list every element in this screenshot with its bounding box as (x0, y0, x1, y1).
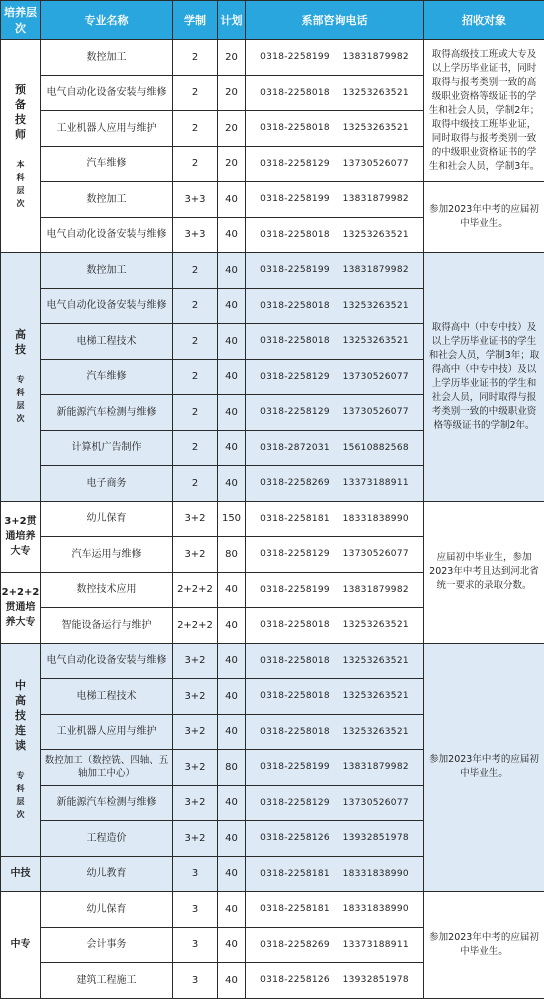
duration-cell: 3+2 (173, 679, 218, 715)
level-name: 3+2贯通培养大专 (4, 514, 38, 559)
major-cell: 汽车运用与维修 (41, 537, 173, 573)
major-cell: 数控加工 (41, 40, 173, 76)
header-target: 招收对象 (424, 1, 544, 40)
duration-cell: 2 (173, 288, 218, 324)
phone-cell: 0318-2872031 15610882568 (246, 430, 424, 466)
duration-cell: 2 (173, 324, 218, 360)
duration-cell: 3+2 (173, 501, 218, 537)
phone-cell: 0318-2258181 18331838990 (246, 892, 424, 928)
level-sub: 本科层次 (14, 158, 28, 210)
header-major: 专业名称 (41, 1, 173, 40)
phone-cell: 0318-2258181 18331838990 (246, 856, 424, 892)
phone-cell: 0318-2258129 13730526077 (246, 537, 424, 573)
major-cell: 建筑工程施工 (41, 963, 173, 999)
phone-cell: 0318-2258129 13730526077 (246, 146, 424, 182)
phone-cell: 0318-2258018 13253263521 (246, 608, 424, 644)
duration-cell: 3+3 (173, 217, 218, 253)
table-row (1, 253, 544, 289)
major-cell: 会计事务 (41, 927, 173, 963)
plan-cell: 20 (218, 146, 246, 182)
plan-cell: 20 (218, 40, 246, 76)
target-cell: 取得高级技工班或大专及以上学历毕业证书，同时取得与报考类别一致的高级职业资格等级证书的学生和社会人员，学制2年；取得中级技工班毕业证，同时取得与报考类别一致的中级职业资格证书的学生和社会人员，学制3年。 (424, 40, 544, 182)
major-cell: 电气自动化设备安装与维修 (41, 643, 173, 679)
table-row (1, 40, 544, 76)
duration-cell: 3+2 (173, 714, 218, 750)
duration-cell: 3 (173, 927, 218, 963)
plan-cell: 40 (218, 821, 246, 857)
major-cell: 电子商务 (41, 466, 173, 502)
target-cell: 参加2023年中考的应届初中毕业生。 (424, 892, 544, 999)
plan-cell: 40 (218, 253, 246, 289)
plan-cell: 40 (218, 288, 246, 324)
plan-cell: 40 (218, 643, 246, 679)
duration-cell: 2+2+2 (173, 572, 218, 608)
plan-cell: 40 (218, 714, 246, 750)
plan-cell: 40 (218, 430, 246, 466)
phone-cell: 0318-2258199 13831879982 (246, 253, 424, 289)
level-cell-zj: 中技 (1, 856, 41, 892)
plan-cell: 80 (218, 537, 246, 573)
phone-cell: 0318-2258199 13831879982 (246, 40, 424, 76)
phone-cell: 0318-2258018 13253263521 (246, 217, 424, 253)
level-name: 中高技连读 (14, 678, 28, 753)
major-cell: 工业机器人应用与维护 (41, 111, 173, 147)
duration-cell: 3+2 (173, 643, 218, 679)
table-row (1, 892, 544, 928)
table-row (1, 501, 544, 537)
duration-cell: 3 (173, 856, 218, 892)
plan-cell: 40 (218, 466, 246, 502)
phone-cell: 0318-2258126 13932851978 (246, 821, 424, 857)
major-cell: 工程造价 (41, 821, 173, 857)
duration-cell: 2 (173, 359, 218, 395)
major-cell: 新能源汽车检测与维修 (41, 785, 173, 821)
level-name: 预备技师 (14, 82, 28, 142)
target-cell: 参加2023年中考的应届初中毕业生。 (424, 182, 544, 253)
plan-cell: 20 (218, 111, 246, 147)
plan-cell: 40 (218, 927, 246, 963)
phone-cell: 0318-2258018 13253263521 (246, 75, 424, 111)
level-cell-yubei (1, 40, 41, 253)
duration-cell: 2+2+2 (173, 608, 218, 644)
level-name: 高技 (14, 327, 28, 357)
header-phone: 系部咨询电话 (246, 1, 424, 40)
phone-cell: 0318-2258199 13831879982 (246, 182, 424, 218)
duration-cell: 3 (173, 963, 218, 999)
phone-cell: 0318-2258129 13730526077 (246, 359, 424, 395)
plan-cell: 40 (218, 572, 246, 608)
duration-cell: 3+2 (173, 750, 218, 786)
major-cell: 计算机广告制作 (41, 430, 173, 466)
major-cell: 电气自动化设备安装与维修 (41, 288, 173, 324)
plan-cell: 40 (218, 395, 246, 431)
level-cell-zgj (1, 643, 41, 856)
duration-cell: 2 (173, 395, 218, 431)
level-sub: 专科层次 (14, 769, 28, 821)
duration-cell: 2 (173, 75, 218, 111)
duration-cell: 2 (173, 40, 218, 76)
level-cell-3plus2 (1, 501, 41, 572)
plan-cell: 80 (218, 750, 246, 786)
plan-cell: 40 (218, 324, 246, 360)
header-level: 培养层次 (1, 1, 41, 40)
plan-cell: 40 (218, 892, 246, 928)
major-cell: 电梯工程技术 (41, 324, 173, 360)
phone-cell: 0318-2258018 13253263521 (246, 714, 424, 750)
major-cell: 电气自动化设备安装与维修 (41, 75, 173, 111)
phone-cell: 0318-2258181 18331838990 (246, 501, 424, 537)
major-cell: 数控加工 (41, 253, 173, 289)
level-cell-2plus2plus2 (1, 572, 41, 643)
duration-cell: 2 (173, 253, 218, 289)
level-cell-zz: 中专 (1, 892, 41, 999)
plan-cell: 40 (218, 217, 246, 253)
target-cell: 应届初中毕业生，参加2023年中考且达到河北省统一要求的录取分数。 (424, 501, 544, 643)
duration-cell: 2 (173, 466, 218, 502)
target-cell: 参加2023年中考的应届初中毕业生。 (424, 643, 544, 892)
level-sub: 专科层次 (14, 373, 28, 425)
plan-cell: 40 (218, 679, 246, 715)
major-cell: 汽车维修 (41, 359, 173, 395)
phone-cell: 0318-2258018 13253263521 (246, 679, 424, 715)
phone-cell: 0318-2258199 13831879982 (246, 572, 424, 608)
phone-cell: 0318-2258199 13831879982 (246, 750, 424, 786)
header-plan: 计划 (218, 1, 246, 40)
plan-cell: 40 (218, 359, 246, 395)
plan-cell: 40 (218, 856, 246, 892)
plan-cell: 20 (218, 75, 246, 111)
major-cell: 幼儿保育 (41, 501, 173, 537)
header-row (1, 1, 544, 40)
major-cell: 新能源汽车检测与维修 (41, 395, 173, 431)
phone-cell: 0318-2258129 13730526077 (246, 785, 424, 821)
duration-cell: 2 (173, 430, 218, 466)
plan-cell: 40 (218, 963, 246, 999)
duration-cell: 3+3 (173, 182, 218, 218)
major-cell: 幼儿教育 (41, 856, 173, 892)
major-cell: 数控加工（数控铣、四轴、五轴加工中心） (41, 750, 173, 786)
plan-cell: 150 (218, 501, 246, 537)
header-duration: 学制 (173, 1, 218, 40)
table-row (1, 643, 544, 679)
level-name: 2+2+2贯通培养大专 (2, 585, 40, 630)
major-cell: 智能设备运行与维护 (41, 608, 173, 644)
phone-cell: 0318-2258018 13253263521 (246, 643, 424, 679)
duration-cell: 3+2 (173, 821, 218, 857)
phone-cell: 0318-2258269 13373188911 (246, 466, 424, 502)
level-cell-gaoji (1, 253, 41, 502)
plan-cell: 40 (218, 182, 246, 218)
major-cell: 数控加工 (41, 182, 173, 218)
plan-cell: 40 (218, 785, 246, 821)
phone-cell: 0318-2258129 13730526077 (246, 395, 424, 431)
duration-cell: 3+2 (173, 537, 218, 573)
duration-cell: 2 (173, 146, 218, 182)
major-cell: 电气自动化设备安装与维修 (41, 217, 173, 253)
duration-cell: 2 (173, 111, 218, 147)
duration-cell: 3+2 (173, 785, 218, 821)
phone-cell: 0318-2258018 13253263521 (246, 111, 424, 147)
phone-cell: 0318-2258018 13253263521 (246, 288, 424, 324)
duration-cell: 3 (173, 892, 218, 928)
major-cell: 工业机器人应用与维护 (41, 714, 173, 750)
target-cell: 取得高中（中专中技）及以上学历毕业证书的学生和社会人员，学制3年；取得高中（中专中技）及以上学历毕业证书的学生和社会人员，同时取得与报考类别一致的中级职业资格等级证书的学制2年。 (424, 253, 544, 502)
phone-cell: 0318-2258126 13932851978 (246, 963, 424, 999)
plan-cell: 40 (218, 608, 246, 644)
major-cell: 汽车维修 (41, 146, 173, 182)
phone-cell: 0318-2258018 13253263521 (246, 324, 424, 360)
table-row (1, 182, 544, 218)
major-cell: 幼儿保育 (41, 892, 173, 928)
phone-cell: 0318-2258269 13373188911 (246, 927, 424, 963)
major-cell: 数控技术应用 (41, 572, 173, 608)
major-cell: 电梯工程技术 (41, 679, 173, 715)
